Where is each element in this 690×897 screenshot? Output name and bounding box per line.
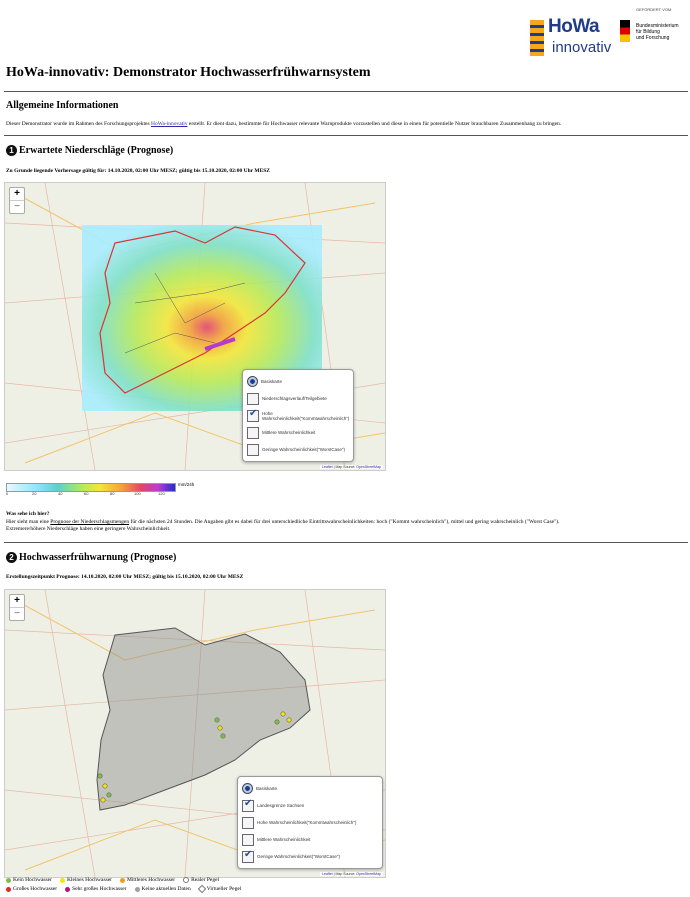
layer-option[interactable]: [247, 390, 349, 407]
divider: [4, 542, 688, 543]
zoom-out-button[interactable]: −: [10, 607, 24, 620]
layer-option[interactable]: [247, 407, 349, 424]
scale-tick: 40: [58, 491, 63, 496]
checkbox-unchecked[interactable]: [242, 834, 254, 846]
zoom-control: [9, 187, 25, 214]
legend-label: Keine aktuellen Daten: [141, 886, 191, 892]
legend-circle-icon: [183, 877, 189, 883]
color-scale-ticks: [6, 491, 176, 497]
howa-logo-line1: HoWa: [548, 16, 600, 37]
general-text-start: Dieser Demonstrator wurde im Rahmen des Forschungsprojektes: [6, 121, 151, 127]
legend-label: Virtueller Pegel: [206, 886, 242, 892]
scale-tick: 80: [110, 491, 115, 496]
layer-option[interactable]: [247, 424, 349, 441]
howa-logo-gauge-icon: [530, 20, 544, 56]
legend-item: [65, 886, 126, 892]
checkbox-unchecked[interactable]: [242, 817, 254, 829]
general-text: [6, 121, 561, 128]
legend-item: [183, 877, 219, 883]
legend-label: Kleines Hochwasser: [66, 877, 113, 883]
layer-control: [242, 369, 354, 462]
ministry-line: für Bildung: [636, 29, 660, 35]
section2-subtitle: Erstellungszeitpunkt Prognose: 14.10.2020, 02:00 Uhr MESZ; gültig bis 15.10.2020, 02:00 Uhr MESZ: [6, 574, 244, 580]
logo-area: [528, 6, 686, 58]
checkbox-unchecked[interactable]: [247, 444, 259, 456]
scale-tick: 20: [32, 491, 37, 496]
legend-dot-icon: [120, 878, 125, 883]
legend-item: [6, 886, 57, 892]
section1-subtitle: Zu Grunde liegende Vorhersage gültig für: 14.10.2020, 02:00 Uhr MESZ; gültig bis 15.10.2020, 02:00 Uhr MESZ: [6, 168, 270, 174]
general-text-end: erstellt. Er dient dazu, bestimmte für Hochwasser relevante Warnprodukte vorzustellen und diese in einen für potentielle Nutzer brauchbaren Zusammenhang zu bringen.: [187, 121, 562, 127]
flood-warning-map[interactable]: [4, 589, 386, 878]
leaflet-link[interactable]: Leaflet: [322, 872, 333, 876]
scale-tick: 0: [6, 491, 9, 496]
zoom-control: [9, 594, 25, 621]
layer-label: Landesgrenze Sachsen: [257, 803, 305, 808]
layer-option[interactable]: [242, 848, 378, 865]
layer-option[interactable]: [242, 831, 378, 848]
flood-legend-row1: [6, 877, 219, 883]
howa-logo-line2: innovativ: [552, 39, 612, 56]
layer-label: Geringe Wahrscheinlichkeit("WorstCase"): [262, 447, 345, 452]
attribution-text: | Map Source:: [332, 465, 357, 469]
what-text-line2: Extremere/höhere Niederschläge haben eine geringere Wahrscheinlichkeit.: [6, 526, 171, 532]
legend-item: [6, 877, 52, 883]
legend-dot-icon: [6, 887, 11, 892]
ministry-name: [636, 23, 679, 41]
zoom-in-button[interactable]: +: [14, 188, 20, 199]
section1-heading: [6, 145, 173, 156]
layer-label: Mittlere Wahrscheinlichkeit: [262, 430, 316, 435]
sponsor-caption: GEFÖRDERT VOM: [636, 7, 672, 12]
map-attribution: [320, 465, 383, 469]
legend-label: Realer Pegel: [191, 877, 220, 883]
legend-diamond-icon: [197, 885, 205, 893]
map-attribution: [320, 872, 383, 876]
osm-link[interactable]: OpenStreetMap: [356, 872, 381, 876]
checkbox-unchecked[interactable]: [247, 393, 259, 405]
layer-option-base[interactable]: [242, 780, 378, 797]
layer-label: Basiskarte: [261, 379, 283, 384]
legend-item: [199, 886, 242, 892]
checkbox-checked[interactable]: [247, 410, 259, 422]
radio-selected-icon[interactable]: [242, 783, 253, 794]
page-title: HoWa-innovativ: Demonstrator Hochwasserfrühwarnsystem: [6, 65, 371, 80]
layer-label: Hohe Wahrscheinlichkeit("Kommtwahrscheinlich"): [257, 820, 357, 825]
scale-tick: 60: [84, 491, 89, 496]
scale-unit: mm/24h: [178, 482, 195, 487]
bmbf-logo: [616, 6, 686, 58]
number-2-icon: 2: [6, 552, 17, 563]
zoom-in-button[interactable]: +: [14, 595, 20, 606]
layer-label: Hohe Wahrscheinlichkeit("Kommtwahrscheinlich"): [262, 410, 350, 421]
leaflet-link[interactable]: Leaflet: [322, 465, 333, 469]
legend-item: [135, 886, 191, 892]
layer-control: [237, 776, 383, 869]
radio-selected-icon[interactable]: [247, 376, 258, 387]
section1-title: Erwartete Niederschläge (Prognose): [19, 145, 174, 156]
layer-option[interactable]: [242, 797, 378, 814]
zoom-out-button[interactable]: −: [10, 200, 24, 213]
divider: [4, 91, 688, 92]
number-1-icon: 1: [6, 145, 17, 156]
divider: [4, 135, 688, 136]
legend-label: Großes Hochwasser: [13, 886, 58, 892]
ministry-line: Bundesministerium: [636, 23, 679, 29]
osm-link[interactable]: OpenStreetMap: [356, 465, 381, 469]
ministry-line: und Forschung: [636, 35, 670, 41]
layer-option[interactable]: [247, 441, 349, 458]
layer-label: Geringe Wahrscheinlichkeit("WorstCase"): [257, 854, 340, 859]
legend-dot-icon: [65, 887, 70, 892]
what-text-start: Hier sieht man eine: [6, 519, 51, 525]
what-heading: Was sehe ich hier?: [6, 511, 50, 517]
legend-item: [60, 877, 112, 883]
federal-eagle-icon: [620, 20, 630, 42]
layer-option[interactable]: [242, 814, 378, 831]
checkbox-checked[interactable]: [242, 800, 254, 812]
legend-label: Kein Hochwasser: [13, 877, 52, 883]
what-text: [6, 519, 560, 533]
section2-heading: [6, 552, 176, 563]
legend-label: Sehr großes Hochwasser: [72, 886, 127, 892]
precipitation-map[interactable]: [4, 182, 386, 471]
checkbox-checked[interactable]: [242, 851, 254, 863]
general-heading: Allgemeine Informationen: [6, 100, 119, 111]
legend-item: [120, 877, 175, 883]
checkbox-unchecked[interactable]: [247, 427, 259, 439]
what-text-end: für die nächsten 24 Stunden. Die Angaben gibt es dabei für drei unterschiedliche Eintrittswahrscheinlichkeiten: hoch ("Kommt wahrscheinlich"), mittel und gering wahrscheinlich ("Worst Case").: [129, 519, 560, 525]
project-link[interactable]: HoWa-innovativ: [150, 121, 188, 127]
flood-legend-row2: [6, 886, 241, 892]
precipitation-forecast-link[interactable]: Prognose der Niederschlagsmengen: [50, 519, 130, 525]
legend-dot-icon: [60, 878, 65, 883]
layer-label: Niederschlagsverlauf/Teilgebiete: [262, 396, 327, 401]
scale-tick: 100: [134, 491, 141, 496]
legend-dot-icon: [6, 878, 11, 883]
section2-title: Hochwasserfrühwarnung (Prognose): [19, 552, 177, 563]
layer-label: Basiskarte: [256, 786, 278, 791]
legend-label: Mittleres Hochwasser: [127, 877, 176, 883]
scale-tick: 120: [158, 491, 165, 496]
layer-option-base[interactable]: [247, 373, 349, 390]
layer-label: Mittlere Wahrscheinlichkeit: [257, 837, 311, 842]
attribution-text: | Map Source:: [332, 872, 357, 876]
howa-logo: [528, 16, 612, 56]
legend-dot-icon: [135, 887, 140, 892]
